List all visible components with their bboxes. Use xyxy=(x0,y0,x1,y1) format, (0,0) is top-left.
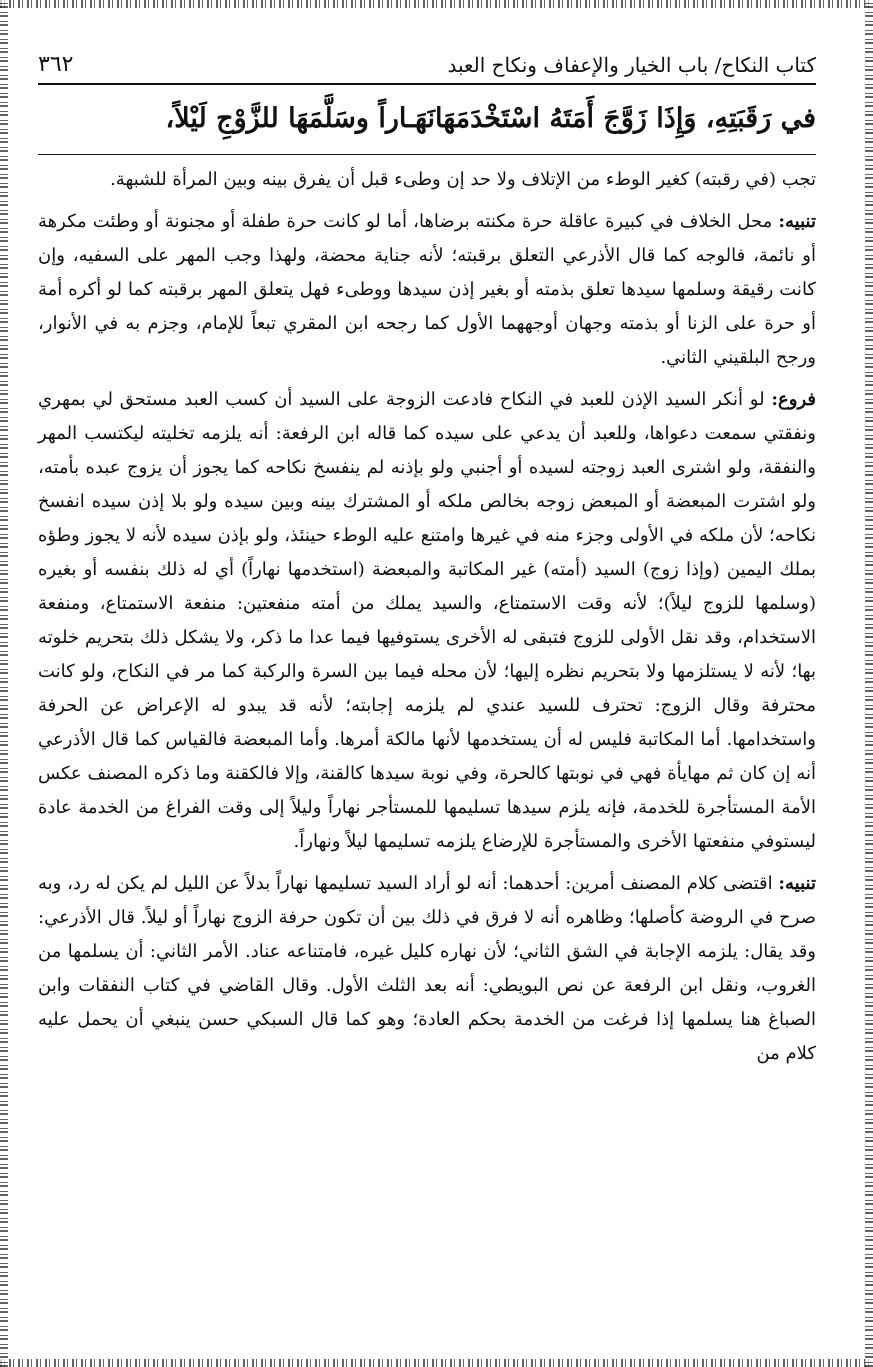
header-title: كتاب النكاح/ باب الخيار والإعفاف ونكاح العبد xyxy=(447,53,816,77)
paragraph-lead: تنبيه: xyxy=(778,872,816,894)
top-border xyxy=(0,0,873,8)
right-border xyxy=(865,0,873,1367)
page-body xyxy=(38,52,816,1071)
paragraph-lead: تنبيه: xyxy=(778,210,816,232)
paragraph-text: لو أنكر السيد الإذن للعبد في النكاح فادعت الزوجة على السيد أن كسب العبد مستحق لي بمهري ونفقتي سمعت دعواها، وللعبد أن يدعي على سيده كما قاله ابن الرفعة: أنه يلزمه تخليته ليكتسب المهر والنفقة، ولو اشترى العبد زوجته لسيده أو أجنبي ولو بإذنه لم ينفسخ نكاحه كما يجوز أن يزوج عبده بأمته، ولو اشترت المبعضة أو المبعض زوجه بخالص ملكه أو المشترك بينه وبين سيده ولو بلا إذن سيده انفسخ نكاحه؛ لأن ملكه في الأولى وجزء منه في غيرها وامتنع عليه الوطء حينئذ، ولو بإذن سيده لأنه لا يجوز وطؤه بملك اليمين (وإذا زوج) السيد (أمته) غير المكاتبة والمبعضة (استخدمها نهاراً) أي له ذلك بنفسه أو بغيره (وسلمها للزوج ليلاً)؛ لأنه وقت الاستمتاع، والسيد يملك من أمته منفعتين: منفعة الاستمتاع، ومنفعة الاستخدام، وقد نقل الأولى للزوج فتبقى له الأخرى يستوفيها فيما عدا ما ذكر، ولا يشكل ذلك بتحريم خلوته بها؛ لأنه لا يستلزمها ولا بتحريم نظره إليها؛ لأن محله فيما بين السرة والركبة كما مر في النكاح، ولو كانت محترفة وقال الزوج: تحترف للسيد عندي لم يلزمه إجابته؛ لأنه قد يبدو له الإعراض عن الحرفة واستخدامها. أما المكاتبة فليس له أن يستخدمها لأنها مالكة أمرها. وأما المبعضة فالقياس كما قال الأذرعي أنه إن كان ثم مهايأة فهي في نوبتها كالحرة، وفي نوبة سيدها كالقنة، وإلا فالكقنة وما ذكره المصنف عكس الأمة المستأجرة للخدمة، فإنه يلزم سيدها تسليمها للمستأجر نهاراً وليلاً إلى وقت الفراغ من الخدمة عادة ليستوفي منفعتها الأخرى والمستأجرة للإرضاع يلزمه تسليمها ليلاً ونهاراً. xyxy=(38,388,816,852)
paragraph-text: محل الخلاف في كبيرة عاقلة حرة مكنته برضاها، أما لو كانت حرة طفلة أو مجنونة أو وطئت مكرهة أو نائمة، فالوجه كما قال الأذرعي التعلق برقبته؛ لأنه جناية محضة، ولهذا وجب المهر على السفيه، وإن كانت رقيقة وسلمها سيدها تعلق بذمته أو بغير إذن سيدها ووطىء فهل يتعلق المهر برقبته كما لو أكره أمة أو حرة على الزنا أو بذمته وجهان أوجههما الأول كما رجحه ابن المقري تبعاً للإمام، وجزم به في الأنوار، ورجح البلقيني الثاني. xyxy=(38,210,817,368)
paragraph-1 xyxy=(38,163,816,197)
paragraph-4 xyxy=(38,867,816,1071)
paragraph-text: تجب (في رقبته) كغير الوطء من الإتلاف ولا حد إن وطىء قبل أن يفرق بينه وبين المرأة للشبهة. xyxy=(110,168,816,190)
paragraph-2 xyxy=(38,205,816,375)
running-header xyxy=(38,52,816,85)
paragraph-lead: فروع: xyxy=(771,388,816,410)
paragraph-text: اقتضى كلام المصنف أمرين: أحدهما: أنه لو أراد السيد تسليمها نهاراً بدلاً عن الليل لم يكن له رد، وبه صرح في الروضة كأصلها؛ وظاهره أنه لا فرق في ذلك بين أن تكون حرفة الزوج نهاراً أو ليلاً. قال الأذرعي: وقد يقال: يلزمه الإجابة في الشق الثاني؛ لأن نهاره كليل غيره، فامتناعه عناد. الأمر الثاني: أن يسلمها من الغروب، ونقل ابن الرفعة عن نص البويطي: أنه بعد الثلث الأول. وقال القاضي في كتاب النفقات وابن الصباغ هنا يسلمها إذا فرغت من الخدمة بحكم العادة؛ وهو كما قال السبكي حسن ينبغي أن يحمل عليه كلام من xyxy=(38,872,816,1064)
paragraph-3 xyxy=(38,383,816,859)
matn-verse: في رَقَبَتِهِ، وَإِذَا زَوَّجَ أَمَتَهُ اسْتَخْدَمَهَانَهَـاراً وسَلَّمَهَا للزَّوْجِ لَيْلاً، xyxy=(38,99,816,155)
left-border xyxy=(0,0,8,1367)
page-number: ٣٦٢ xyxy=(38,52,74,77)
bottom-border xyxy=(0,1359,873,1367)
